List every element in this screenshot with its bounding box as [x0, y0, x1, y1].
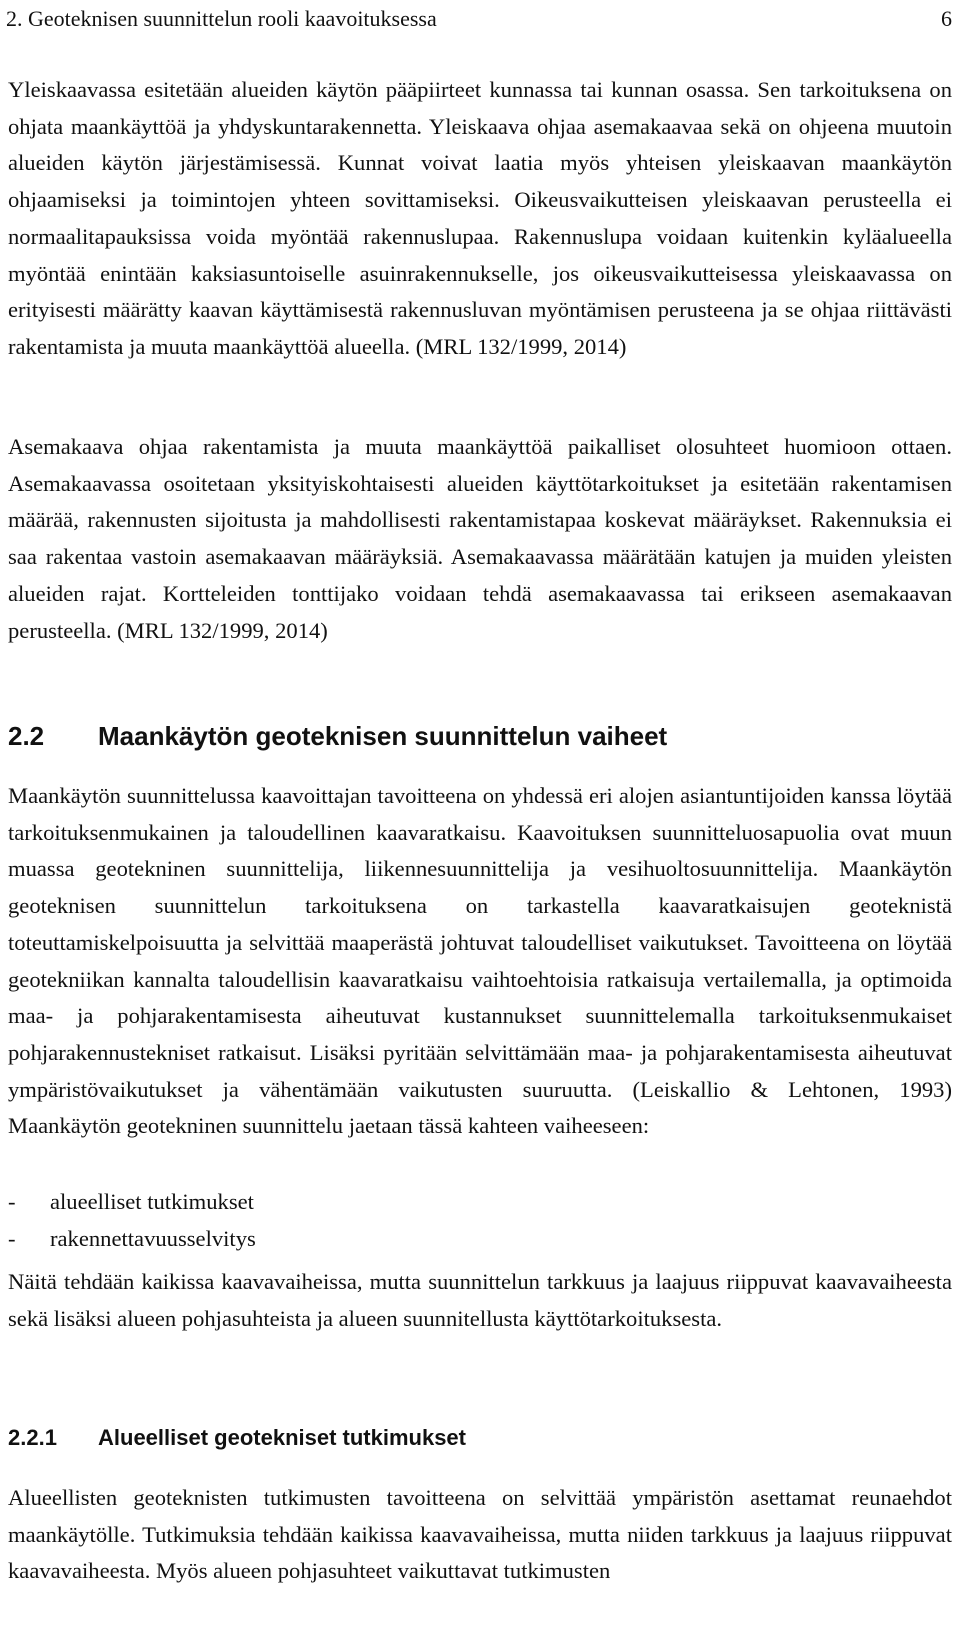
section-number: 2.2.1 [8, 1425, 57, 1450]
paragraph-yleiskaava [8, 72, 952, 366]
list-item [8, 1183, 952, 1220]
list-item-text: rakennettavuusselvitys [50, 1226, 256, 1251]
paragraph-alueelliset-tutkimukset [8, 1480, 952, 1590]
paragraph-text: Asemakaava ohjaa rakentamista ja muuta maankäyttöä paikalliset olosuhteet huomioon ottaen. Asemakaavassa osoitetaan yksityiskohtaisesti alueiden käyttötarkoitukset ja esitetään rakentamisen määrää, rakennusten sijoitusta ja mahdollisesti rakentamistapaa koskevat määräykset. Rakennuksia ei saa rakentaa vastoin asemakaavan määräyksiä. Asemakaavassa määrätään katujen ja muiden yleisten alueiden rajat. Kortteleiden tonttijako voidaan tehdä asemakaavassa tai erikseen asemakaavan perusteella. (MRL 132/1999, 2014) [8, 434, 952, 643]
list-item [8, 1220, 952, 1257]
section-title: Alueelliset geotekniset tutkimukset [98, 1425, 466, 1450]
paragraph-text: Näitä tehdään kaikissa kaavavaiheissa, mutta suunnittelun tarkkuus ja laajuus riippuvat kaavavaiheesta sekä lisäksi alueen pohjasuhteista ja alueen suunnitellusta käyttötarkoituksesta. [8, 1269, 952, 1331]
section-title: Maankäytön geoteknisen suunnittelun vaiheet [98, 721, 668, 751]
paragraph-maankaytto [8, 778, 952, 1145]
paragraph-kaavavaiheet [8, 1264, 952, 1337]
section-heading-2-2 [8, 718, 952, 754]
paragraph-text: Yleiskaavassa esitetään alueiden käytön pääpiirteet kunnassa tai kunnan osassa. Sen tarkoituksena on ohjata maankäyttöä ja yhdyskuntarakennetta. Yleiskaava ohjaa asemakaavaa sekä on ohjeena muutoin alueiden käytön järjestämisessä. Kunnat voivat laatia myös yhteisen yleiskaavan maankäytön ohjaamiseksi ja toimintojen yhteen sovittamiseksi. Oikeusvaikutteisen yleiskaavan perusteella ei normaalitapauksissa voida myöntää rakennuslupaa. Rakennuslupa voidaan kuitenkin kyläalueella myöntää enintään kaksiasuntoiselle asuinrakennukselle, jos oikeusvaikutteisessa yleiskaavassa on erityisesti määrätty kaavan käyttämisestä rakennusluvan myöntämisen perusteena ja se ohjaa riittävästi rakentamista ja muuta maankäyttöä alueella. (MRL 132/1999, 2014) [8, 77, 952, 359]
page-number: 6 [941, 6, 952, 31]
list-item-text: alueelliset tutkimukset [50, 1189, 254, 1214]
section-heading-2-2-1 [8, 1422, 952, 1454]
section-number: 2.2 [8, 721, 45, 751]
paragraph-text: Maankäytön suunnittelussa kaavoittajan tavoitteena on yhdessä eri alojen asiantuntijoiden kanssa löytää tarkoituksenmukainen ja taloudellinen kaavaratkaisu. Kaavoituksen suunnitteluosapuolia ovat muun muassa geotekninen suunnittelija, liikennesuunnittelija ja vesihuoltosuunnittelija. Maankäytön geoteknisen suunnittelun tarkoituksena on tarkastella kaavaratkaisujen geoteknistä toteuttamiskelpoisuutta ja selvittää maaperästä johtuvat taloudelliset vaikutukset. Tavoitteena on löytää geotekniikan kannalta taloudellisin kaavaratkaisu vaihtoehtoisia ratkaisuja vertailemalla, ja optimoida maa- ja pohjarakentamisesta aiheutuvat kustannukset suunnittelemalla tarkoituksenmukaiset pohjarakennustekniset ratkaisut. Lisäksi pyritään selvittämään maa- ja pohjarakentamisesta aiheutuvat ympäristövaikutukset ja vähentämään vaikutusten suuruutta. (Leiskallio & Lehtonen, 1993) Maankäytön geotekninen suunnittelu jaetaan tässä kahteen vaiheeseen: [8, 783, 952, 1139]
paragraph-asemakaava [8, 429, 952, 649]
list-dash: - [8, 1226, 16, 1251]
paragraph-text: Alueellisten geoteknisten tutkimusten tavoitteena on selvittää ympäristön asettamat reunaehdot maankäytölle. Tutkimuksia tehdään kaikissa kaavavaiheissa, mutta niiden tarkkuus ja laajuus riippuvat kaavavaiheesta. Myös alueen pohjasuhteet vaikuttavat tutkimusten [8, 1485, 952, 1584]
chapter-title: 2. Geoteknisen suunnittelun rooli kaavoituksessa [6, 6, 437, 31]
list-dash: - [8, 1189, 16, 1214]
running-header [6, 4, 952, 34]
phase-list [8, 1183, 952, 1257]
